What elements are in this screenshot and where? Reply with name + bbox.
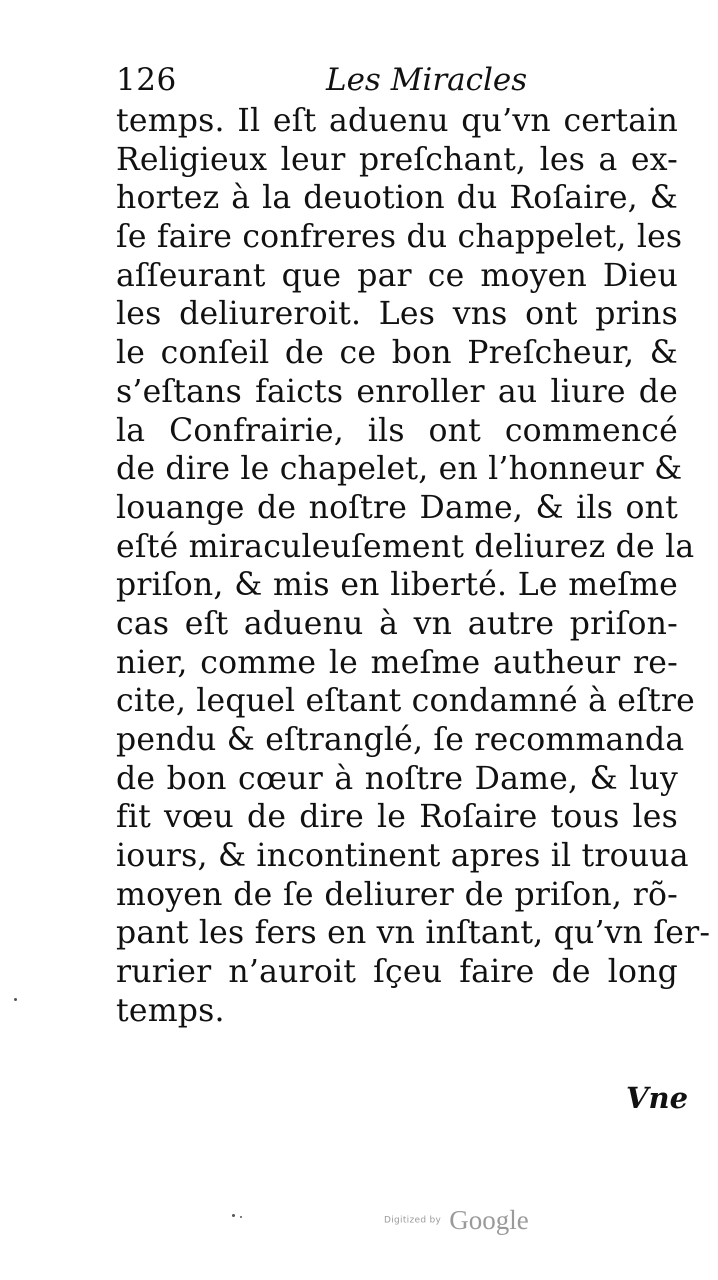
text-line: moyen de ſe deliurer de priſon, rõ- <box>116 876 678 913</box>
text-line: le conſeil de ce bon Preſcheur, & <box>116 335 678 372</box>
text-line: hortez à la deuotion du Roſaire, & <box>116 180 678 217</box>
text-line: nier, comme le meſme autheur re- <box>116 644 678 681</box>
text-line: ſe faire confreres du chappelet, les <box>116 219 683 256</box>
running-head: Les Miracles <box>326 62 528 98</box>
text-line: pant les fers en vn inſtant, qu’vn ſer- <box>116 915 711 952</box>
page-number: 126 <box>116 62 177 98</box>
text-line: eſté miraculeuſement deliurez de la <box>116 528 695 565</box>
body-text <box>116 102 711 1031</box>
page-header <box>116 60 596 104</box>
text-line: de bon cœur à noſtre Dame, & luy <box>116 760 678 797</box>
text-line: temps. <box>116 992 225 1029</box>
text-line: pendu & eſtranglé, ſe recommanda <box>116 722 685 758</box>
text-line: la Confrairie, ils ont commencé <box>116 412 678 449</box>
ink-speck <box>14 998 17 1001</box>
text-line: aſſeurant que par ce moyen Dieu <box>116 257 678 294</box>
catchword: Vne <box>626 1081 689 1115</box>
digitization-watermark <box>384 1205 529 1245</box>
text-line: fit vœu de dire le Roſaire tous les <box>116 799 678 836</box>
text-line: de dire le chapelet, en l’honneur & <box>116 451 683 488</box>
text-line: cas eſt aduenu à vn autre priſon- <box>116 605 678 642</box>
text-line: s’eſtans faicts enroller au liure de <box>116 373 678 410</box>
text-line: rurier n’auroit ſçeu faire de long <box>116 954 678 991</box>
google-logo: Google <box>449 1205 529 1235</box>
text-line: priſon, & mis en liberté. Le meſme <box>116 567 678 604</box>
text-line: cite, lequel eſtant condamné à eſtre <box>116 683 695 720</box>
watermark-prefix: Digitized by <box>384 1215 442 1226</box>
text-line: louange de noſtre Dame, & ils ont <box>116 489 678 526</box>
ink-speck <box>240 1216 242 1218</box>
text-line: Religieux leur preſchant, les a ex- <box>116 141 678 178</box>
text-line: temps. Il eſt aduenu qu’vn certain <box>116 103 678 139</box>
text-line: iours, & incontinent apres il trouua <box>116 838 689 875</box>
ink-speck <box>232 1214 235 1217</box>
text-line: les deliureroit. Les vns ont prins <box>116 296 678 333</box>
